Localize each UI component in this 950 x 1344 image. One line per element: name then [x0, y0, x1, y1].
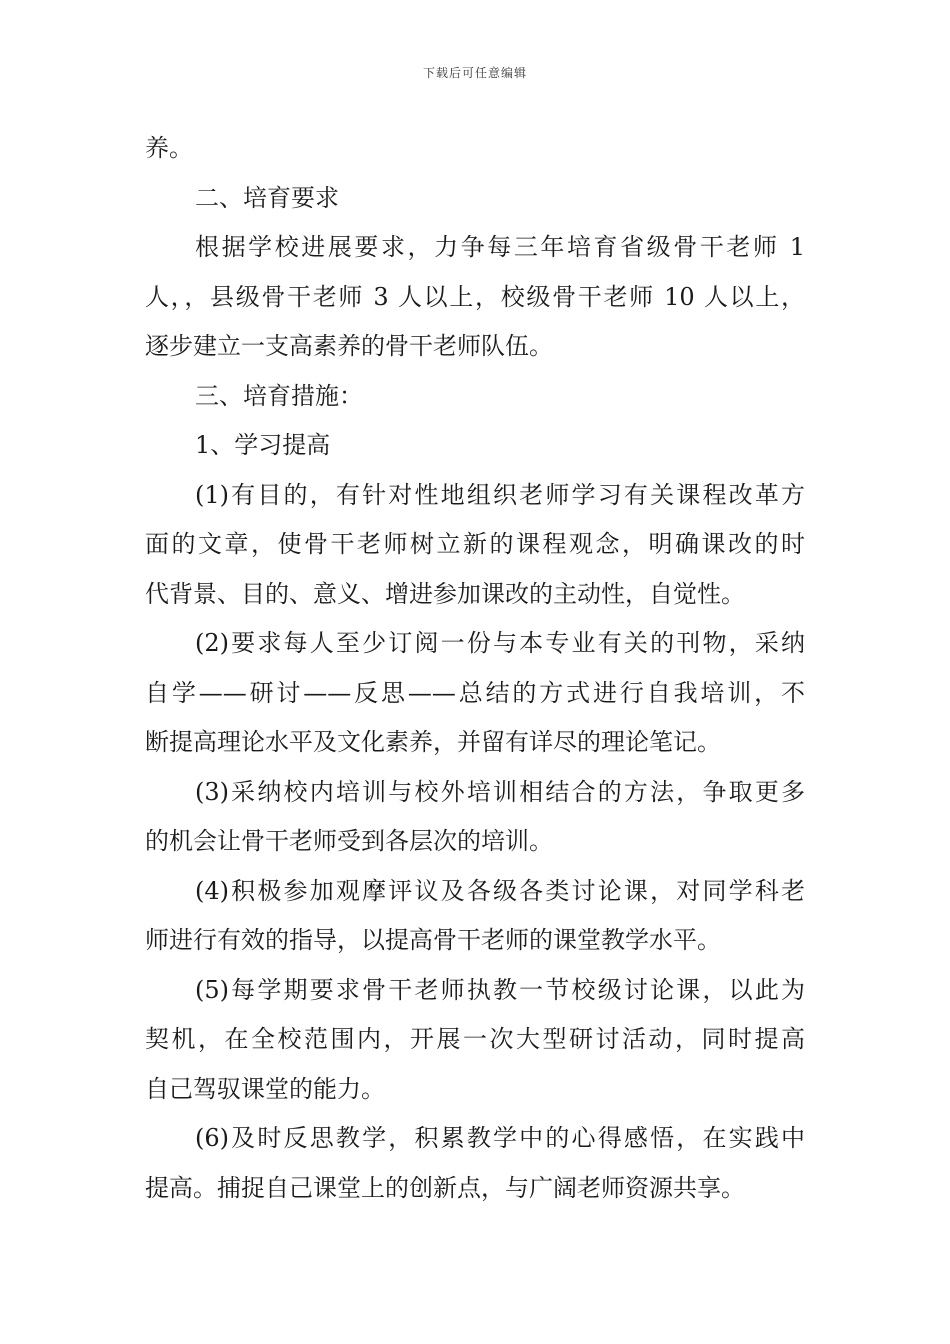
text-line: 人，，县级骨干老师 3 人以上，校级骨干老师 10 人以上， — [145, 282, 805, 311]
text-line: 师进行有效的指导，以提高骨干老师的课堂教学水平。 — [145, 926, 721, 954]
text-line: (1)有目的，有针对性地组织老师学习有关课程改革方 — [195, 480, 805, 509]
text-line: 代背景、目的、意义、增进参加课改的主动性，自觉性。 — [145, 579, 745, 608]
text-line: (2)要求每人至少订阅一份与本专业有关的刊物，采纳 — [195, 629, 805, 657]
text-line: 二、培育要求 — [195, 183, 339, 212]
text-line: 自己驾驭课堂的能力。 — [145, 1074, 385, 1103]
text-line: (6)及时反思教学，积累教学中的心得感悟，在实践中 — [195, 1124, 805, 1152]
text-line: (5)每学期要求骨干老师执教一节校级讨论课，以此为 — [195, 975, 805, 1004]
text-line: 1、学习提高 — [195, 431, 331, 459]
text-line: 养。 — [145, 134, 193, 162]
text-line: (4)积极参加观摩评议及各级各类讨论课，对同学科老 — [195, 876, 805, 905]
text-line: 根据学校进展要求，力争每三年培育省级骨干老师 1 — [195, 233, 805, 261]
text-line: (3)采纳校内培训与校外培训相结合的方法，争取更多 — [195, 777, 805, 806]
text-line: 契机，在全校范围内，开展一次大型研讨活动，同时提高 — [145, 1025, 805, 1053]
text-line: 逐步建立一支高素养的骨干老师队伍。 — [145, 332, 553, 360]
text-line: 提高。捕捉自己课堂上的创新点，与广阔老师资源共享。 — [145, 1173, 745, 1202]
text-line: 的机会让骨干老师受到各层次的培训。 — [145, 827, 553, 855]
text-line: 自学——研讨——反思——总结的方式进行自我培训，不 — [145, 678, 805, 707]
document-body — [145, 124, 805, 1213]
page-header: 下载后可任意编辑 — [422, 66, 527, 80]
text-line: 三、培育措施： — [195, 381, 363, 410]
text-line: 断提高理论水平及文化素养，并留有详尽的理论笔记。 — [145, 728, 721, 756]
text-line: 面的文章，使骨干老师树立新的课程观念，明确课改的时 — [145, 530, 805, 558]
